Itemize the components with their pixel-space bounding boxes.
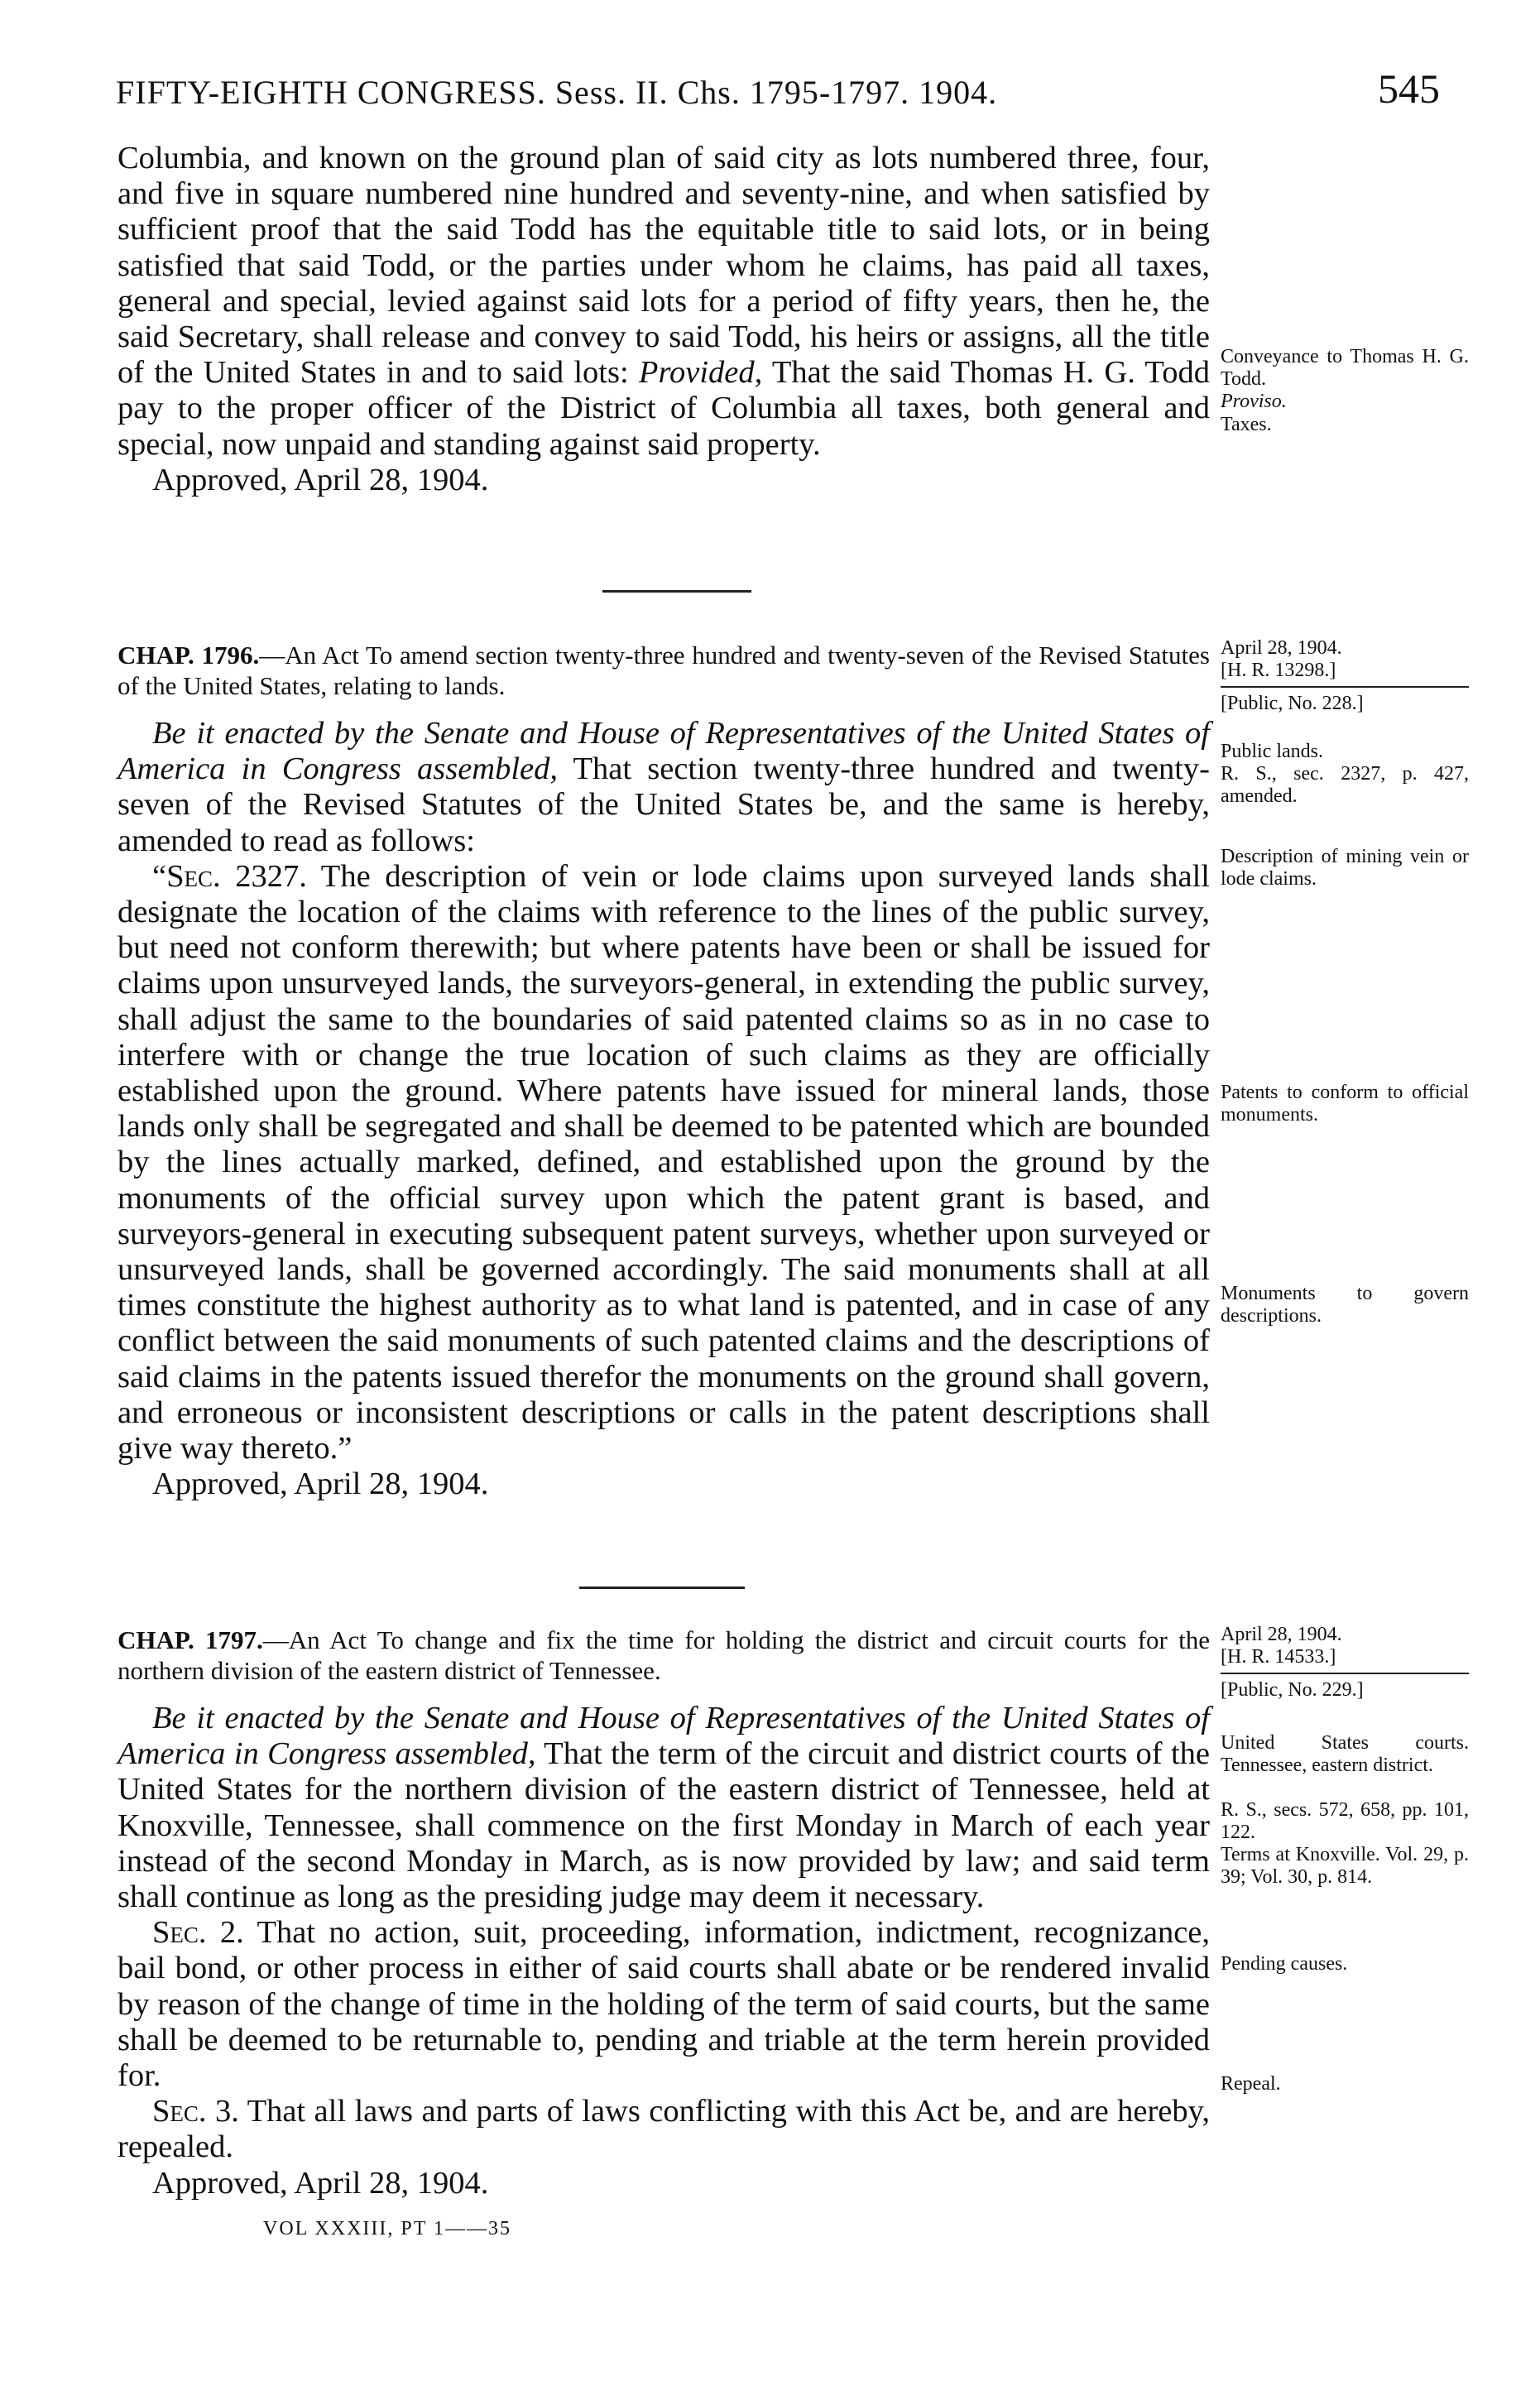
margin-divider bbox=[1221, 1673, 1469, 1674]
margin-note-public-law: [Public, No. 229.] bbox=[1221, 1679, 1364, 1701]
chap-1795-continuation bbox=[118, 141, 1210, 498]
margin-note-proviso: Proviso. bbox=[1221, 391, 1287, 412]
margin-note-us-courts: United States courts. Tennessee, eastern district. bbox=[1221, 1732, 1469, 1776]
approved-line: Approved, April 28, 1904. bbox=[152, 1467, 489, 1502]
running-title: FIFTY-EIGHTH CONGRESS. Sess. II. Chs. 1795-1797. 1904. bbox=[116, 74, 998, 111]
margin-note-date: April 28, 1904. bbox=[1221, 1624, 1342, 1645]
page-number: 545 bbox=[1378, 65, 1440, 112]
chap-1796-heading bbox=[118, 640, 1210, 701]
footer-signature: VOL XXXIII, PT 1——35 bbox=[263, 2218, 511, 2239]
chap-1797-body bbox=[118, 1701, 1210, 2201]
margin-note-monuments: Monuments to govern descriptions. bbox=[1221, 1283, 1469, 1327]
chap-1796-body bbox=[118, 716, 1210, 1502]
chapter-label: CHAP. 1797. bbox=[118, 1625, 263, 1654]
section-label: Sec. 3. bbox=[152, 2094, 239, 2129]
proviso-word: Provided, bbox=[638, 355, 763, 391]
margin-note-date: April 28, 1904. bbox=[1221, 637, 1342, 659]
chapter-label: CHAP. 1796. bbox=[118, 641, 260, 670]
section-2-text: Sec. 2. That no action, suit, proceeding, information, indictment, recognizance, bail bond, or other process in either of said courts shall abate or be rendered invalid by reason of the change of time in the holding of the term of said courts, but the same shall be deemed to be returnable to, pending and triable at the term herein provided for. bbox=[118, 1915, 1210, 2094]
chapter-title: —An Act To amend section twenty-three hundred and twenty-seven of the Revised Statutes of the United States, relating to lands. bbox=[118, 641, 1210, 700]
enacting-clause: Be it enacted by the Senate and House of Representatives of the United States of America in Congress assembled, That section twenty-three hundred and twenty-seven of the Revised Statutes of the United States be, and the same is hereby, amended to read as follows: bbox=[118, 716, 1210, 858]
approved-line: Approved, April 28, 1904. bbox=[152, 462, 489, 497]
section-divider bbox=[602, 590, 751, 593]
margin-note-patents: Patents to conform to official monuments. bbox=[1221, 1082, 1469, 1126]
section-2327-text: “Sec. 2327. The description of vein or lode claims upon surveyed lands shall designate the location of the claims with reference to the lines of the public survey, but need not conform therewith; but where patents have been or shall be issued for claims upon unsurveyed lands, the surveyors-general, in extending the public survey, shall adjust the same to the boundaries of said patented claims so as in no case to interfere with or change the true location of such claims as they are officially established upon the ground. Where patents have issued for mineral lands, those lands only shall be segregated and shall be deemed to be patented which are bounded by the lines actually marked, defined, and established upon the ground by the monuments of the official survey upon which the patent grant is based, and surveyors-general in executing subsequent patent surveys, whether upon surveyed or unsurveyed lands, shall be governed accordingly. The said monuments shall at all times constitute the highest authority as to what land is patented, and in case of any conflict between the said monuments of such patented claims and the descriptions of said claims in the patents issued therefor the monuments on the ground shall govern, and erroneous or inconsistent descriptions or calls in the patent descriptions shall give way thereto.” bbox=[118, 858, 1210, 1467]
margin-note-conveyance: Conveyance to Thomas H. G. Todd. bbox=[1221, 346, 1469, 390]
section-divider bbox=[579, 1587, 745, 1589]
chap-1797-heading bbox=[118, 1625, 1210, 1686]
continuation-paragraph: Columbia, and known on the ground plan of said city as lots numbered three, four, and five in square numbered nine hundred and seventy-nine, and when satisfied by sufficient proof that the said Todd has the equitable title to said lots, or in being satisfied that said Todd, or the parties under whom he claims, has paid all taxes, general and special, levied against said lots for a period of fifty years, then he, the said Secretary, shall release and convey to said Todd, his heirs or assigns, all the title of the United States in and to said lots: Provided, That the said Thomas H. G. Todd pay to the proper officer of the District of Columbia all taxes, both general and special, now unpaid and standing against said property. bbox=[118, 141, 1210, 462]
margin-note-repeal: Repeal. bbox=[1221, 2073, 1281, 2095]
section-label: Sec. 2. bbox=[152, 1915, 244, 1951]
margin-divider bbox=[1221, 686, 1469, 688]
enacting-clause: Be it enacted by the Senate and House of Representatives of the United States of America in Congress assembled, That the term of the circuit and district courts of the United States for the northern division of the eastern district of Tennessee, held at Knoxville, Tennessee, shall commence on the first Monday in March of each year instead of the second Monday in March, as is now provided by law; and said term shall continue as long as the presiding judge may deem it necessary. bbox=[118, 1701, 1211, 1915]
margin-note-bill: [H. R. 13298.] bbox=[1221, 660, 1336, 681]
running-head bbox=[116, 65, 1456, 114]
margin-note-description: Description of mining vein or lode claims. bbox=[1221, 846, 1469, 890]
section-label: “Sec. 2327. bbox=[152, 858, 307, 894]
chapter-title: —An Act To change and fix the time for holding the district and circuit courts for the northern division of the eastern district of Tennessee. bbox=[118, 1625, 1210, 1685]
approved-line: Approved, April 28, 1904. bbox=[152, 2165, 489, 2201]
margin-note-pending: Pending causes. bbox=[1221, 1953, 1348, 1975]
margin-note-rs-572: R. S., secs. 572, 658, pp. 101, 122. bbox=[1221, 1799, 1469, 1843]
margin-note-public-lands: Public lands. bbox=[1221, 741, 1323, 762]
section-3-text: Sec. 3. That all laws and parts of laws conflicting with this Act be, and are hereby, repealed. bbox=[118, 2094, 1210, 2165]
margin-note-rs-2327: R. S., sec. 2327, p. 427, amended. bbox=[1221, 763, 1469, 807]
margin-note-taxes: Taxes. bbox=[1221, 414, 1272, 435]
margin-note-public-law: [Public, No. 228.] bbox=[1221, 693, 1364, 714]
margin-note-terms: Terms at Knoxville. Vol. 29, p. 39; Vol. 30, p. 814. bbox=[1221, 1844, 1469, 1888]
margin-note-bill: [H. R. 14533.] bbox=[1221, 1646, 1336, 1668]
